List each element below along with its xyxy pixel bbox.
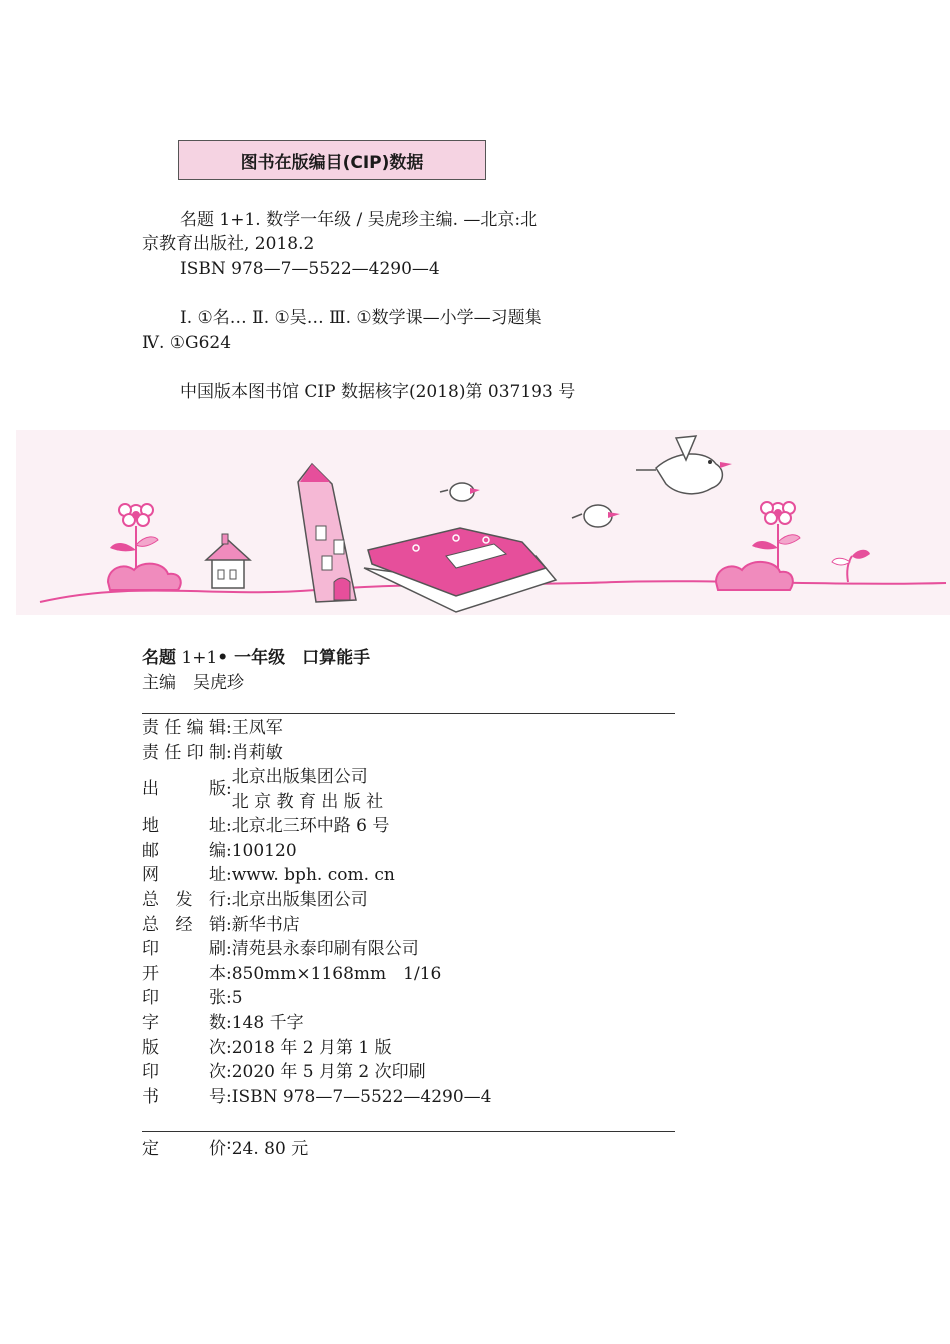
cip-heading-box (178, 140, 486, 180)
cip-line-2: 京教育出版社, 2018.2 (142, 234, 315, 254)
colophon-label-char: 张 (209, 988, 226, 1009)
colophon-row (142, 839, 682, 864)
colophon-row-label (142, 839, 226, 864)
colophon-row (142, 962, 682, 987)
colophon-separator: : (226, 889, 232, 910)
colophon-label-char: 数 (209, 1012, 226, 1033)
bird-small-1-icon (440, 483, 480, 501)
cip-line-5: Ⅳ. ①G624 (142, 333, 232, 353)
colophon-row-label (142, 716, 226, 741)
colophon-label-char: 责 (142, 742, 159, 763)
colophon-label-char: 址 (209, 816, 226, 837)
colophon-row (142, 741, 682, 766)
colophon-separator: : (226, 963, 232, 984)
colophon-label-char: 任 (164, 718, 182, 738)
colophon-label-char: 次 (209, 1062, 226, 1083)
colophon-label-char: 任 (164, 742, 182, 763)
colophon-label-char: 辑 (208, 718, 226, 738)
book-title-prefix: 名题 (142, 648, 176, 668)
colophon-row-label (142, 913, 226, 938)
colophon-row (142, 765, 682, 814)
colophon-row-label (142, 888, 226, 913)
colophon-value-line: 北 京 教 育 出 版 社 (231, 791, 384, 812)
colophon-separator: : (226, 742, 232, 763)
decorative-banner (16, 430, 950, 615)
colophon-row (142, 863, 682, 888)
price-separator: : (226, 1134, 232, 1154)
colophon-row-label (142, 962, 226, 987)
colophon-label-char: 刷 (209, 939, 226, 960)
colophon-separator: : (226, 816, 232, 837)
colophon-row (142, 716, 682, 741)
colophon-row (142, 1060, 682, 1085)
colophon-label-char: 址 (209, 865, 226, 886)
colophon-label-char: 地 (142, 816, 159, 837)
colophon-row-value (232, 765, 383, 814)
colophon-row-value: 新华书店 (231, 914, 300, 935)
colophon-row-label (142, 814, 226, 839)
colophon-row (142, 814, 682, 839)
colophon-row-value: 王凤军 (231, 718, 283, 738)
cip-line-1: 名题 1+1. 数学一年级 / 吴虎珍主编. —北京:北 (180, 210, 538, 230)
pencil-tower-icon (298, 464, 356, 602)
book-title (142, 643, 370, 668)
colophon-separator: : (226, 1012, 232, 1033)
colophon-label-char: 编 (209, 840, 226, 861)
price-label-char: 定 (142, 1139, 159, 1159)
rule-top (142, 713, 675, 714)
colophon-row-label (142, 863, 226, 888)
colophon-row-label (142, 937, 226, 962)
colophon-separator: : (226, 779, 232, 800)
colophon-separator: : (226, 988, 232, 1009)
flower-left-icon (108, 504, 181, 590)
colophon-separator: : (226, 840, 232, 861)
price-label (142, 1134, 226, 1159)
colophon-separator: : (226, 1037, 232, 1058)
sprout-icon (832, 550, 870, 582)
colophon-row-value: 肖莉敏 (231, 742, 283, 763)
colophon-row-value: 北京出版集团公司 (231, 889, 368, 910)
colophon-row (142, 986, 682, 1011)
price-row (142, 1134, 308, 1159)
colophon-label-char: 号 (209, 1086, 226, 1107)
colophon-label-char: 销 (209, 914, 226, 935)
colophon-label-char: 编 (186, 718, 204, 738)
colophon-label-char: 总 (142, 914, 159, 935)
colophon-label-char: 本 (209, 963, 226, 984)
book-title-number: 1+1 (181, 648, 218, 668)
colophon-row-label (142, 986, 226, 1011)
book-icon (364, 528, 556, 612)
colophon-row-value: 2020 年 5 月第 2 次印刷 (231, 1062, 426, 1083)
colophon-label-char: 行 (209, 889, 226, 910)
colophon-label-char: 制 (208, 742, 226, 763)
colophon-separator: : (226, 1062, 232, 1083)
colophon-row-label (142, 1011, 226, 1036)
colophon-label-char: 开 (142, 963, 159, 984)
price-value: 24. 80 元 (231, 1139, 309, 1159)
colophon-label-char: 总 (142, 889, 159, 910)
colophon-row-value: www. bph. com. cn (231, 865, 395, 886)
colophon-row-value: 清苑县永泰印刷有限公司 (231, 939, 419, 960)
bird-large-icon (636, 436, 732, 494)
colophon-separator: : (226, 939, 232, 960)
colophon-row-label (142, 1060, 226, 1085)
colophon-row (142, 1036, 682, 1061)
colophon-row-label (142, 741, 226, 766)
colophon-label-char: 印 (142, 939, 159, 960)
colophon-row-value: 148 千字 (231, 1012, 304, 1033)
colophon-label-char: 版 (142, 1037, 159, 1058)
colophon-row-value: 100120 (231, 840, 297, 861)
colophon-row-value: 北京北三环中路 6 号 (231, 816, 390, 837)
flower-right-icon (716, 502, 800, 590)
colophon-value-line: 北京出版集团公司 (231, 767, 368, 788)
colophon-row-label (142, 1036, 226, 1061)
colophon-row (142, 888, 682, 913)
price-label-char: 价 (209, 1139, 226, 1159)
colophon-label-char: 责 (142, 718, 159, 738)
bird-small-2-icon (572, 505, 620, 527)
colophon-table (142, 716, 682, 1109)
colophon-label-char: 经 (175, 914, 193, 935)
colophon-row (142, 937, 682, 962)
book-title-rest: • 一年级 口算能手 (217, 648, 371, 668)
cip-line-6: 中国版本图书馆 CIP 数据核字(2018)第 037193 号 (180, 382, 576, 402)
colophon-row-value: 850mm×1168mm 1/16 (231, 963, 442, 984)
colophon-label-char: 次 (209, 1037, 226, 1058)
rule-bottom (142, 1131, 675, 1132)
colophon-label-char: 书 (142, 1086, 159, 1107)
colophon-row (142, 1011, 682, 1036)
cip-heading: 图书在版编目(CIP)数据 (240, 152, 424, 173)
colophon-separator: : (226, 1086, 232, 1107)
book-editor: 主编 吴虎珍 (142, 673, 244, 693)
colophon-label-char: 字 (142, 1012, 159, 1033)
colophon-row-label (142, 765, 226, 814)
colophon-label-char: 出 (142, 779, 159, 800)
colophon-separator: : (226, 914, 232, 935)
cip-line-3: ISBN 978—7—5522—4290—4 (180, 259, 440, 279)
colophon-label-char: 印 (142, 988, 159, 1009)
colophon-label-char: 网 (142, 865, 159, 886)
colophon-row (142, 913, 682, 938)
colophon-separator: : (226, 718, 232, 738)
colophon-row-label (142, 1085, 226, 1110)
colophon-label-char: 邮 (142, 840, 159, 861)
colophon-label-char: 印 (142, 1062, 159, 1083)
colophon-label-char: 版 (209, 779, 226, 800)
colophon-row (142, 1085, 682, 1110)
colophon-row-value: 5 (231, 988, 243, 1009)
cip-line-4: Ⅰ. ①名… Ⅱ. ①吴… Ⅲ. ①数学课—小学—习题集 (180, 308, 542, 328)
colophon-separator: : (226, 865, 232, 886)
house-icon (206, 534, 250, 588)
colophon-label-char: 发 (175, 889, 193, 910)
colophon-row-value: ISBN 978—7—5522—4290—4 (231, 1086, 492, 1107)
banner-illustration (16, 430, 950, 615)
colophon-row-value: 2018 年 2 月第 1 版 (231, 1037, 392, 1058)
colophon-label-char: 印 (186, 742, 204, 763)
